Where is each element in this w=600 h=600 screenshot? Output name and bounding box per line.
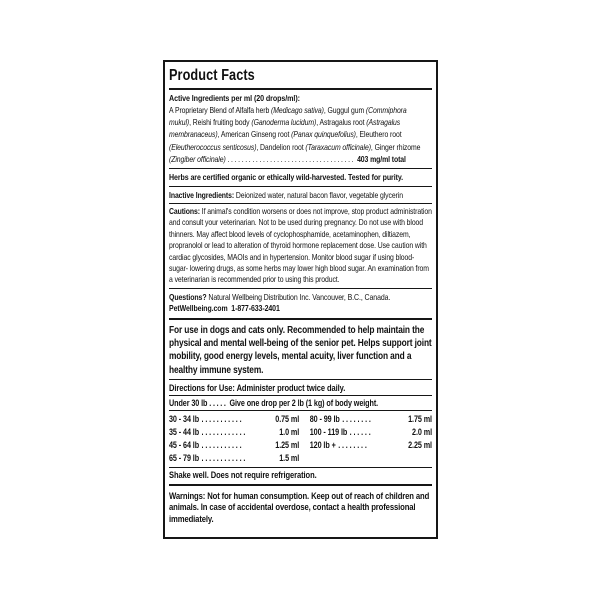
weight-range: 30 - 34 lb xyxy=(169,414,200,425)
divider xyxy=(169,395,432,396)
weight-range: 120 lb + xyxy=(309,440,336,451)
table-row xyxy=(169,413,299,426)
directions-heading: Directions for Use: Administer product twice daily. xyxy=(169,382,346,393)
weight-range: 100 - 119 lb xyxy=(309,427,348,438)
dosage-under-30lb-line: Under 30 lb ..... Give one drop per 2 lb (1 kg) of body weight. xyxy=(169,398,379,409)
intended-use-paragraph: For use in dogs and cats only. Recommended to help maintain the physical and mental well-being of the senior pet. Helps support joint mobility, good energy levels, mental acuity, liver function and a healthy immune system. xyxy=(169,324,432,376)
dosage-table xyxy=(169,413,432,465)
questions-contact-text: Natural Wellbeing Distribution Inc. Vancouver, B.C., Canada. xyxy=(208,292,391,303)
divider xyxy=(169,484,432,486)
questions-line1 xyxy=(169,292,432,303)
ingredients-line: membranaceus), American Ginseng root (Panax quinquefolius), Eleuthero root xyxy=(169,129,402,140)
dose-value: 1.25 ml xyxy=(275,440,300,451)
ingredients-line: A Proprietary Blend of Alfalfa herb (Medicago sativa), Guggul gum (Commiphora xyxy=(169,105,407,115)
divider xyxy=(169,318,432,320)
dot-leader: ........... xyxy=(201,414,244,425)
dose-value: 0.75 ml xyxy=(275,414,300,425)
dot-leader: ........ xyxy=(342,414,373,425)
shake-well-note: Shake well. Does not require refrigeration. xyxy=(169,470,317,481)
dot-leader: ........... xyxy=(201,440,244,451)
warnings-label: Warnings: xyxy=(169,489,208,501)
cautions-paragraph xyxy=(169,206,432,286)
questions-section xyxy=(169,292,432,314)
active-ingredients-heading: Active Ingredients per ml (20 drops/ml): xyxy=(169,93,300,103)
herbs-certification-note: Herbs are certified organic or ethically wild-harvested. Tested for purity. xyxy=(169,172,404,183)
inactive-ingredients-label: Inactive Ingredients: xyxy=(169,189,236,200)
dosage-table-right-column xyxy=(310,413,432,465)
table-row xyxy=(169,452,299,465)
divider xyxy=(169,186,432,187)
divider xyxy=(169,410,432,411)
cautions-text: If animal's condition worsens or does not improve, stop product administration and consult your veterinarian. Not to be used during pregnancy. Do not use with blood thinners. May affect blood levels of cyclophosphamide, acetaminophen, diltiazem, propranolol or lead to alteration of thyroid hormone replacement dose. Use caution with cardiac glycosides, MAOIs and in hypertension. Monitor blood sugar if using blood-sugar- lowering drugs, as some herbs may lower high blood sugar. An examination from a veterinarian is recommended prior to using this product. xyxy=(169,206,432,285)
divider xyxy=(169,168,432,169)
divider xyxy=(169,288,432,289)
dose-value: 2.0 ml xyxy=(412,427,432,438)
weight-range: 80 - 99 lb xyxy=(309,414,340,425)
weight-range: 45 - 64 lb xyxy=(169,440,200,451)
dose-value: 1.0 ml xyxy=(279,427,300,438)
table-row xyxy=(310,426,432,439)
dot-leader: ........ xyxy=(338,440,369,451)
ingredients-line: (Eleutherococcus senticosus), Dandelion root (Taraxacum officinale), Ginger rhizome xyxy=(169,141,421,152)
table-row xyxy=(169,439,299,452)
dose-value: 2.25 ml xyxy=(408,440,432,451)
dosage-table-left-column xyxy=(169,413,299,465)
divider xyxy=(169,379,432,380)
table-row xyxy=(169,426,299,439)
dose-value: 1.5 ml xyxy=(279,453,300,464)
title-divider xyxy=(169,88,432,90)
warnings-paragraph xyxy=(169,490,432,525)
page-title: Product Facts xyxy=(169,67,255,84)
dose-value: 1.75 ml xyxy=(408,414,432,425)
cautions-label: Cautions: xyxy=(169,206,202,217)
ingredients-line: mukul), Reishi fruiting body (Ganoderma lucidum), Astragalus root (Astragalus xyxy=(169,117,401,128)
weight-range: 35 - 44 lb xyxy=(169,427,200,438)
weight-range: 65 - 79 lb xyxy=(169,453,200,464)
product-facts-label xyxy=(163,60,438,539)
active-ingredients-text xyxy=(169,104,432,165)
divider xyxy=(169,203,432,204)
divider xyxy=(169,467,432,468)
dot-leader: ...... xyxy=(349,427,373,438)
ingredients-total-line: (Zingiber officinale) .................................... 403 mg/ml total xyxy=(169,153,406,164)
dot-leader: ............ xyxy=(201,427,248,438)
dot-leader: ............ xyxy=(201,453,248,464)
inactive-ingredients-line xyxy=(169,190,432,200)
questions-label: Questions? xyxy=(169,292,209,303)
table-row xyxy=(310,413,432,426)
questions-website-phone: PetWellbeing.com 1-877-633-2401 xyxy=(169,303,280,314)
inactive-ingredients-text: Deionized water, natural bacon flavor, vegetable glycerin xyxy=(235,189,404,200)
table-row xyxy=(310,439,432,452)
active-ingredients-section xyxy=(169,93,432,165)
warnings-text: Not for human consumption. Keep out of reach of children and animals. In case of accidental overdose, contact a health professional immediately. xyxy=(169,489,430,524)
